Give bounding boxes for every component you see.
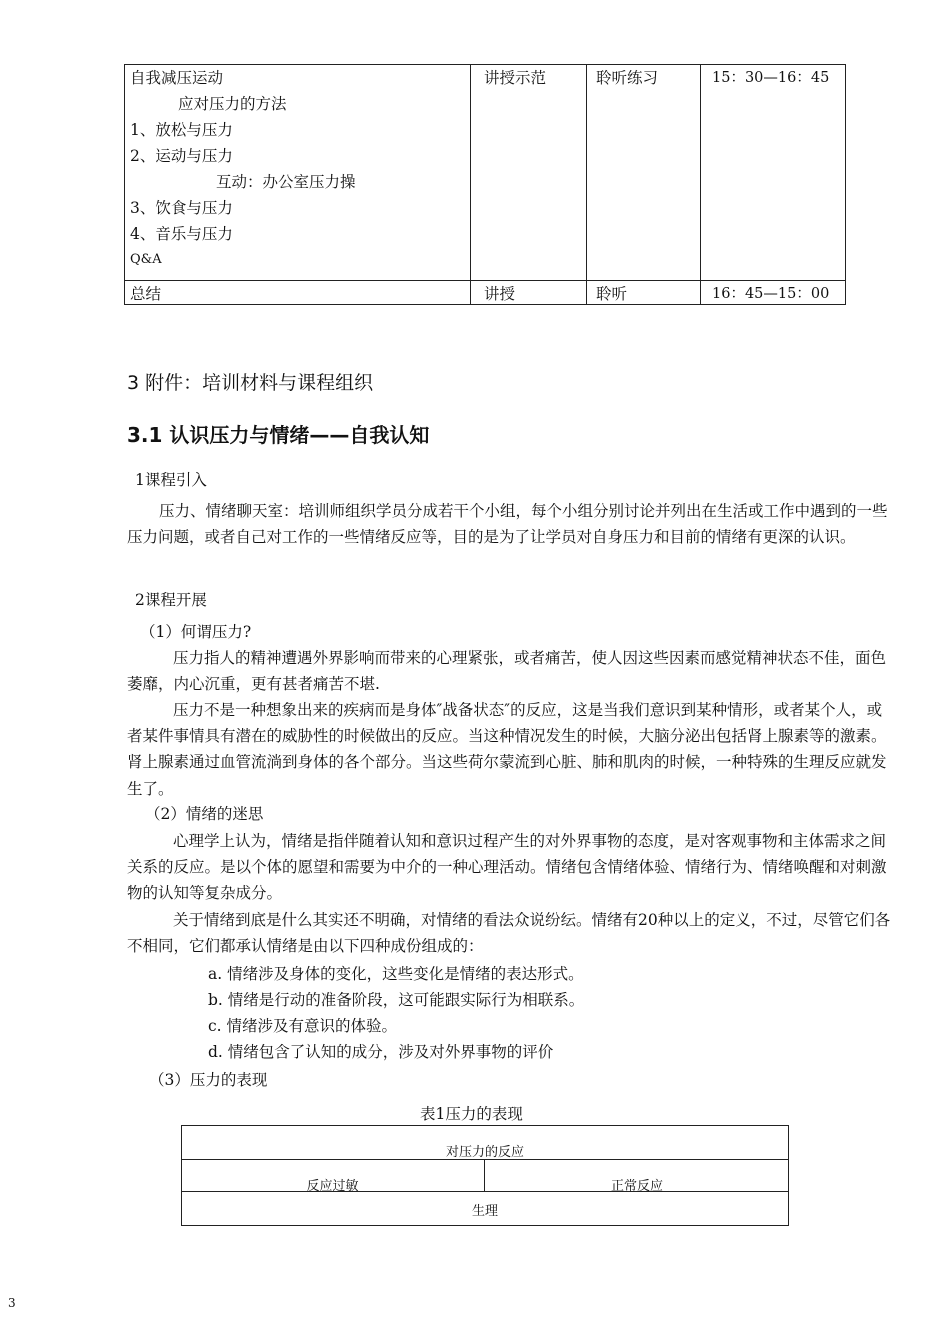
paragraph-text: 心理学上认为，情绪是指伴随着认知和意识过程产生的对外界事物的态度，是对客观事物和主体需求之间关系的反应。是以个体的愿望和需要为中介的一种心理活动。情绪包含情绪体验、情绪行为、情绪唤醒和对刺激物的认知等复杂成分。 [127, 832, 887, 903]
course-dev-label: 2课程开展 [135, 591, 207, 609]
list-item: b. 情绪是行动的准备阶段，这可能跟实际行为相联系。 [208, 991, 585, 1009]
list-item: c. 情绪涉及有意识的体验。 [208, 1017, 398, 1035]
table-col-divider [470, 64, 471, 305]
question-heading: （3）压力的表现 [149, 1071, 268, 1089]
paragraph [127, 907, 892, 959]
question-heading: （1）何谓压力? [140, 623, 252, 641]
paragraph [127, 828, 892, 907]
table-cell: 生理 [471, 1204, 498, 1219]
table-cell: 反应过敏 [306, 1179, 359, 1194]
subsection-heading: 3.1 认识压力与情绪——自我认知 [127, 423, 430, 447]
paragraph-text: 压力、情绪聊天室：培训师组织学员分成若干个小组，每个小组分别讨论并列出在生活或工作中遇到的一些压力问题，或者自己对工作的一些情绪反应等，目的是为了让学员对自身压力和目前的情绪有更深的认识。 [127, 502, 888, 547]
question-heading: （2）情绪的迷思 [145, 805, 264, 823]
table-header-cell: 对压力的反应 [445, 1145, 524, 1160]
table-border-right [845, 64, 846, 305]
table-cell-topic: 自我减压运动 [130, 69, 224, 87]
list-item: a. 情绪涉及身体的变化，这些变化是情绪的表达形式。 [208, 965, 584, 983]
paragraph-text: 压力指人的精神遭遇外界影响而带来的心理紧张，或者痛苦，使人因这些因素而感觉精神状态不佳，面色萎靡，内心沉重，更有甚者痛苦不堪. [127, 649, 887, 694]
section-heading: 3 附件：培训材料与课程组织 [127, 372, 374, 394]
page-number: 3 [8, 1296, 16, 1310]
table-cell-topic: 总结 [130, 285, 162, 303]
paragraph [127, 645, 892, 697]
paragraph-text: 压力不是一种想象出来的疾病而是身体″战备状态″的反应，这是当我们意识到某种情形，或者某个人，或者某件事情具有潜在的威胁性的时候做出的反应。当这种情况发生的时候，大脑分泌出包括肾上腺素等的激素。肾上腺素通过血管流淌到身体的各个部分。当这些荷尔蒙流到心脏、肺和肌肉的时候，一种特殊的生理反应就发生了。 [127, 701, 887, 798]
table-cell-topic: 2、运动与压力 [130, 147, 233, 165]
table-col-divider [586, 64, 587, 305]
table-cell-topic: 4、音乐与压力 [130, 225, 233, 243]
table-cell-time: 16：45—15：00 [712, 286, 830, 302]
table-cell-time: 15：30—16：45 [712, 70, 830, 86]
paragraph-text: 关于情绪到底是什么其实还不明确，对情绪的看法众说纷纭。情绪有20种以上的定义，不过，尽管它们各不相同，它们都承认情绪是由以下四种成份组成的： [127, 911, 891, 956]
table-cell-topic: 1、放松与压力 [130, 121, 233, 139]
paragraph [127, 697, 892, 802]
table-caption: 表1压力的表现 [420, 1105, 523, 1123]
table-cell-topic: 互动：办公室压力操 [216, 173, 356, 191]
table-cell-activity: 聆听 [596, 285, 628, 303]
table-cell-method: 讲授示范 [484, 69, 547, 87]
table-border-top [181, 1125, 789, 1126]
table-border-bottom [181, 1225, 789, 1226]
list-item: d. 情绪包含了认知的成分，涉及对外界事物的评价 [208, 1043, 554, 1061]
table-cell-topic: Q&A [130, 252, 162, 267]
table-cell-method: 讲授 [484, 285, 516, 303]
table-cell-activity: 聆听练习 [596, 69, 659, 87]
table-border-left [124, 64, 125, 305]
course-intro-paragraph [127, 498, 892, 550]
course-intro-label: 1课程引入 [135, 471, 207, 489]
table-cell-topic: 3、饮食与压力 [130, 199, 233, 217]
table-col-divider [700, 64, 701, 305]
table-cell: 正常反应 [610, 1179, 663, 1194]
table-cell-topic: 应对压力的方法 [178, 95, 287, 113]
stress-table [181, 1125, 789, 1226]
schedule-table [124, 64, 846, 305]
